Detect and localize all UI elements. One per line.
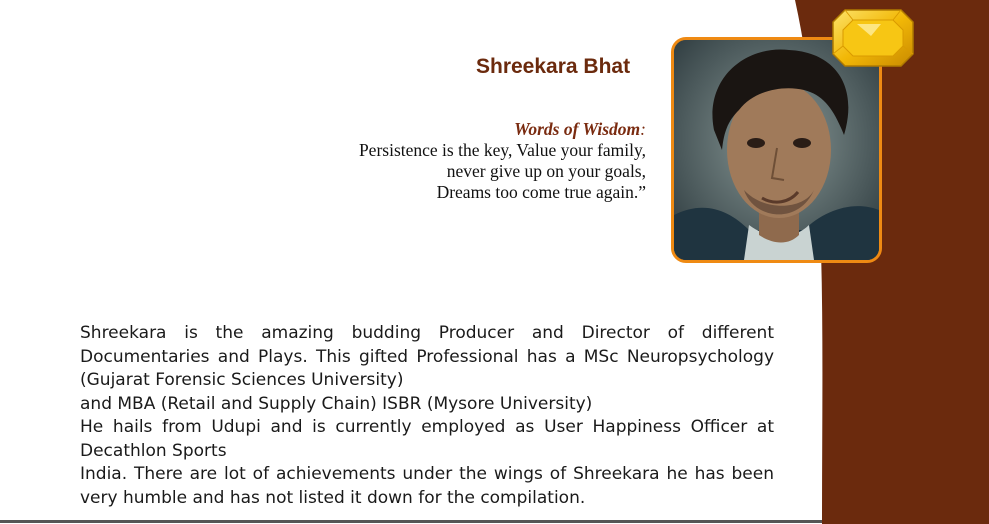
portrait-photo	[671, 37, 882, 263]
bio-paragraph: He hails from Udupi and is currently employed as User Happiness Officer at Decathlon Sports	[80, 417, 774, 461]
words-of-wisdom-block	[306, 119, 646, 203]
person-name: Shreekara Bhat	[476, 55, 631, 78]
wisdom-title: Words of Wisdom	[514, 119, 641, 139]
bottom-divider	[0, 520, 822, 523]
portrait-illustration	[674, 40, 879, 260]
biography	[80, 322, 774, 510]
wisdom-line: Persistence is the key, Value your family,	[358, 140, 646, 160]
yellow-gem-icon	[831, 8, 915, 68]
bio-paragraph: India. There are lot of achievements under the wings of Shreekara he has been very humble and has not listed it down for the compilation.	[80, 464, 774, 508]
bio-paragraph: Shreekara is the amazing budding Producer and Director of different Documentaries and Plays. This gifted Professional has a MSc Neuropsychology (Gujarat Forensic Sciences University)	[80, 323, 774, 390]
wisdom-separator: :	[640, 119, 646, 139]
bio-paragraph: and MBA (Retail and Supply Chain) ISBR (Mysore University)	[80, 393, 593, 414]
wisdom-line: Dreams too come true again.”	[436, 182, 646, 202]
wisdom-line: never give up on your goals,	[446, 161, 646, 181]
